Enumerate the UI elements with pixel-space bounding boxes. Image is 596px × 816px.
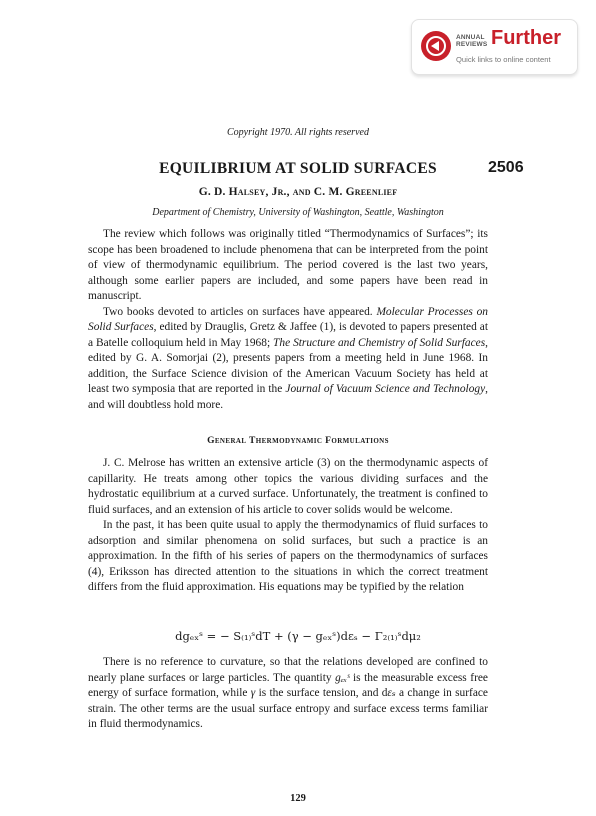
back-arrow-icon bbox=[421, 31, 451, 61]
equation: dgₑₓˢ = − S₍₁₎ˢdT + (γ − gₑₓˢ)dεₛ − Γ₂₍₁₎ˢdμ₂ bbox=[175, 629, 421, 643]
article-title: EQUILIBRIUM AT SOLID SURFACES bbox=[159, 160, 437, 177]
article-number: 2506 bbox=[488, 159, 524, 176]
paragraph: There is no reference to curvature, so that the relations developed are confined to nearly plane surfaces or large particles. The quantity gₑₓˢ is the measurable excess free energy of surface formation, while γ is the surface tension, and dεₛ a change in surface strain. The other terms are the usual surface entropy and surface excess terms familiar in fluid thermodynamics. bbox=[88, 656, 488, 730]
page-number: 129 bbox=[290, 793, 306, 804]
section-text-continued bbox=[88, 655, 488, 733]
paragraph: J. C. Melrose has written an extensive article (3) on the thermodynamic aspects of capillarity. He treats among other topics the various dividing surfaces and the hydrostatic equilibrium at a curved surface. Unfortunately, the treatment is confined to fluid surfaces, and an extension of his article to cover solids would be welcome. bbox=[88, 457, 488, 516]
paragraph: Two books devoted to articles on surfaces have appeared. Molecular Processes on Solid Surfaces, edited by Drauglis, Gretz & Jaffee (1), is devoted to papers presented at a Batelle colloquium held in May 1968; The Structure and Chemistry of Solid Surfaces, edited by G. A. Somorjai (2), presents papers from a meeting held in June 1968. In addition, the Surface Science division of the American Vacuum Society has held at least two symposia that are reported in the Journal of Vacuum Science and Technology, and will doubtless hold more. bbox=[88, 305, 488, 411]
intro-text bbox=[88, 227, 488, 413]
further-label: Further bbox=[491, 27, 561, 49]
section-heading: General Thermodynamic Formulations bbox=[207, 436, 389, 446]
paragraph: In the past, it has been quite usual to apply the thermodynamics of fluid surfaces to adsorption and similar phenomena on solid surfaces, but such a practice is an approximation. In the fifth of his series of papers on the thermodynamics of surfaces (4), Eriksson has directed attention to the situations in which the correct treatment differs from the fluid approximation. His equations may be typified by the relation bbox=[88, 519, 488, 593]
section-text bbox=[88, 456, 488, 596]
paragraph: The review which follows was originally titled “Thermodynamics of Surfaces”; its scope has been broadened to include phenomena that can be interpreted from the point of view of thermodynamic equilibrium. The period covered is the last two years, although some earlier papers are included, and some papers have been read in manuscript. bbox=[88, 228, 488, 302]
copyright-line: Copyright 1970. All rights reserved bbox=[227, 127, 369, 138]
affiliation: Department of Chemistry, University of Washington, Seattle, Washington bbox=[152, 207, 444, 218]
quick-links-text: Quick links to online content bbox=[456, 55, 551, 64]
annual-reviews-logo: ANNUAL REVIEWS bbox=[456, 34, 488, 48]
further-badge[interactable] bbox=[411, 19, 578, 75]
authors: G. D. Halsey, Jr., and C. M. Greenlief bbox=[198, 186, 398, 198]
